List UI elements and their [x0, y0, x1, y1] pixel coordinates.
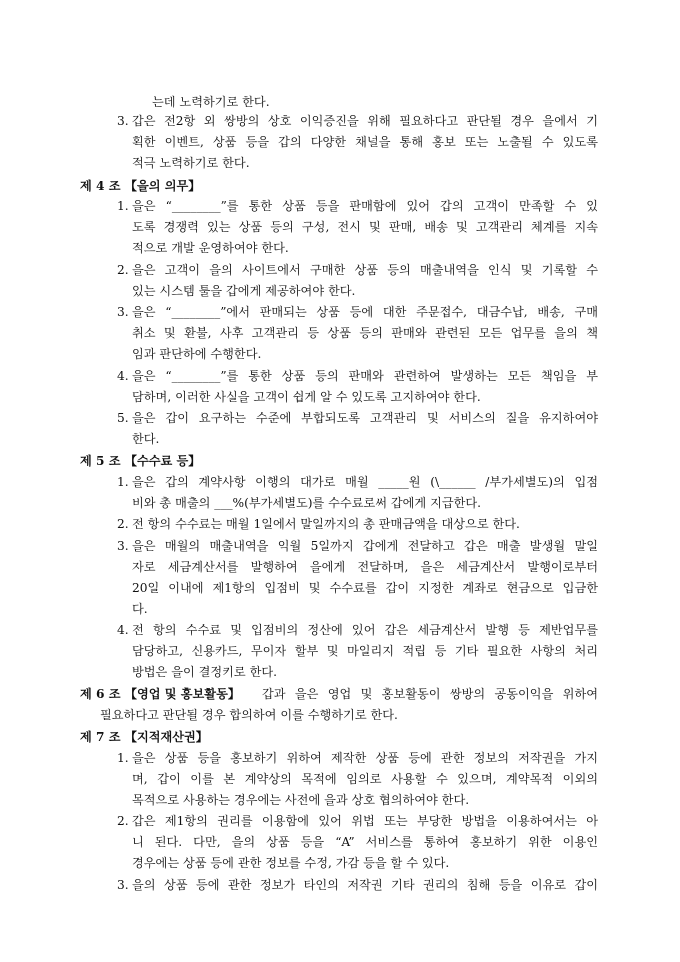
- text-line: 적으로 개발 운영하여야 한다.: [132, 241, 289, 255]
- text-line: 을은 매월의 매출내역을 익월 5일까지 갑에게 전달하고 갑은 매출 발생월 말일: [132, 539, 598, 553]
- text-line: 는데 노력하기로 한다.: [152, 95, 270, 109]
- item-number: 1.: [117, 475, 129, 489]
- text-line: 다.: [132, 602, 148, 616]
- text-line: 전 항의 수수료 및 입점비의 정산에 있어 갑은 세금계산서 발행 등 제반업무를: [132, 623, 598, 637]
- text-line: 을은 “________”를 통한 상품 등을 판매함에 있어 갑의 고객이 만족할 수 있: [132, 199, 598, 213]
- text-line: 담당하고, 신용카드, 무이자 할부 및 마일리지 적립 등 기타 필요한 사항의 처리: [132, 644, 598, 658]
- item-number: 5.: [117, 411, 129, 425]
- text-line: 전 항의 수수료는 매월 1일에서 말일까지의 총 판매금액을 대상으로 한다.: [132, 517, 520, 531]
- text-line: 있는 시스템 툴을 갑에게 제공하여야 한다.: [132, 284, 356, 298]
- article-heading: 제 4 조 【을의 의무】: [80, 179, 201, 193]
- item-number: 1.: [117, 751, 129, 765]
- text-line: 담하며, 이러한 사실을 고객이 쉽게 알 수 있도록 고지하여야 한다.: [132, 390, 481, 404]
- text-line: 임과 판단하에 수행한다.: [132, 347, 262, 361]
- text-line: 갑과 을은 영업 및 홍보활동이 쌍방의 공동이익을 위하여: [262, 687, 598, 701]
- text-line: 적극 노력하기로 한다.: [132, 156, 250, 170]
- text-line: 20일 이내에 제1항의 입점비 및 수수료를 갑이 지정한 계좌로 현금으로 입금한: [132, 581, 598, 595]
- item-number: 3.: [117, 114, 129, 128]
- item-number: 2.: [117, 263, 129, 277]
- text-line: 을의 상품 등에 관한 정보가 타인의 저작권 기타 권리의 침해 등을 이유로 갑이: [132, 878, 598, 892]
- text-line: 필요하다고 판단될 경우 합의하여 이를 수행하기로 한다.: [100, 708, 398, 722]
- article-heading: 제 5 조 【수수료 등】: [80, 454, 201, 468]
- text-line: 을은 갑이 요구하는 수준에 부합되도록 고객관리 및 서비스의 질을 유지하여야: [132, 411, 598, 425]
- article-heading: 제 7 조 【지적재산권】: [80, 730, 208, 744]
- text-line: 갑은 제1항의 권리를 이용함에 있어 위법 또는 부당한 방법을 이용하여서는 아: [132, 814, 598, 828]
- item-number: 4.: [117, 369, 129, 383]
- text-line: 경우에는 상품 등에 관한 정보를 수정, 가감 등을 할 수 있다.: [132, 856, 450, 870]
- item-number: 3.: [117, 878, 129, 892]
- text-line: 을은 갑의 계약사항 이행의 대가로 매월 _____원 (\______ /부가세별도)의 입점: [132, 475, 598, 489]
- item-number: 4.: [117, 623, 129, 637]
- text-line: 자로 세금계산서를 발행하여 을에게 전달하며, 을은 세금계산서 발행이로부터: [132, 560, 598, 574]
- text-line: 비와 총 매출의 ___%(부가세별도)를 수수료로써 갑에게 지급한다.: [132, 496, 482, 510]
- text-line: 을은 상품 등을 홍보하기 위하여 제작한 상품 등에 관한 정보의 저작권을 가지: [132, 751, 598, 765]
- text-line: 획한 이벤트, 상품 등을 갑의 다양한 채널을 통해 홍보 또는 노출될 수 있도록: [132, 135, 598, 149]
- text-line: 갑은 전2항 외 쌍방의 상호 이익증진을 위해 필요하다고 판단될 경우 을에서 기: [132, 114, 598, 128]
- item-number: 3.: [117, 539, 129, 553]
- text-line: 취소 및 환불, 사후 고객관리 등 상품 등의 판매와 관련된 모든 업무를 을의 책: [132, 326, 598, 340]
- text-line: 을은 “________”를 통한 상품 등의 판매와 관련하여 발생하는 모든 책임을 부: [132, 369, 598, 383]
- item-number: 1.: [117, 199, 129, 213]
- text-line: 을은 고객이 을의 사이트에서 구매한 상품 등의 매출내역을 인식 및 기록할 수: [132, 263, 598, 277]
- article-heading: 제 6 조 【영업 및 홍보활동】: [80, 687, 241, 701]
- text-line: 도록 경쟁력 있는 상품 등의 구성, 전시 및 판매, 배송 및 고객관리 체계를 지속: [132, 220, 598, 234]
- item-number: 2.: [117, 517, 129, 531]
- text-line: 방법은 을이 결정키로 한다.: [132, 665, 278, 679]
- text-line: 며, 갑이 이를 본 계약상의 목적에 임의로 사용할 수 있으며, 계약목적 이외의: [132, 772, 598, 786]
- text-line: 을은 “________”에서 판매되는 상품 등에 대한 주문접수, 대금수납, 배송, 구매: [132, 305, 598, 319]
- item-number: 2.: [117, 814, 129, 828]
- item-number: 3.: [117, 305, 129, 319]
- text-line: 니 된다. 다만, 을의 상품 등을 “A” 서비스를 통하여 홍보하기 위한 이용인: [132, 835, 598, 849]
- text-line: 한다.: [132, 432, 160, 446]
- text-line: 목적으로 사용하는 경우에는 사전에 을과 상호 협의하여야 한다.: [132, 793, 470, 807]
